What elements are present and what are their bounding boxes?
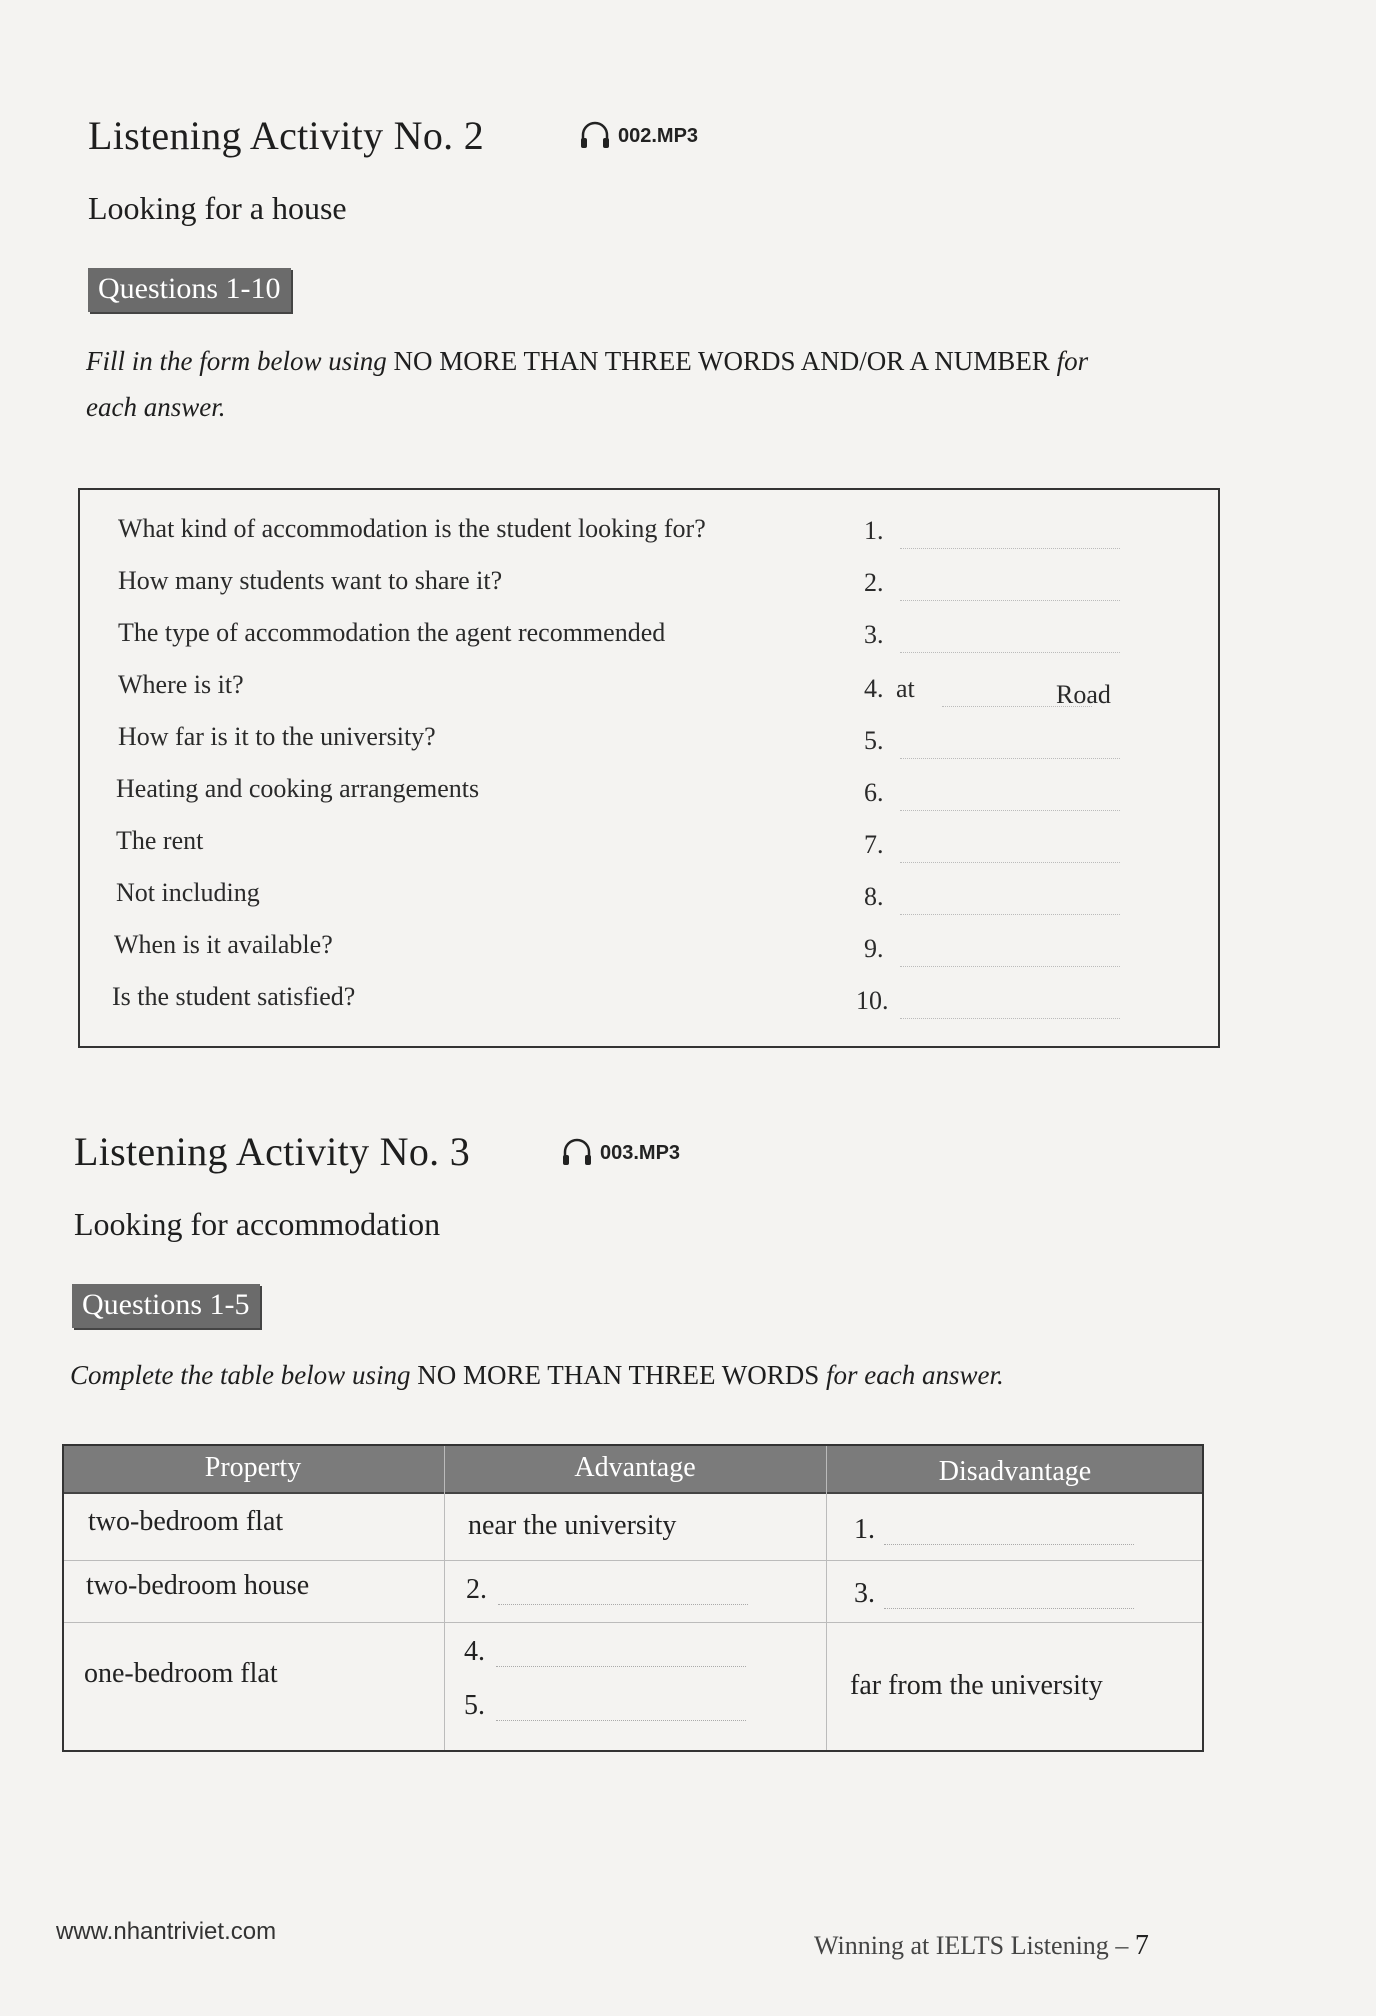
headphones-icon [560,1138,594,1168]
answer-line[interactable] [900,548,1120,549]
activity2-instruction: Fill in the form below using NO MORE THAN THREE WORDS AND/OR A NUMBER for each answer. [86,346,1089,422]
answer-line[interactable] [900,966,1120,967]
answer-line[interactable] [900,810,1120,811]
page-number: 7 [1134,1930,1149,1961]
header-advantage: Advantage [574,1452,696,1483]
form-number: 6. [864,778,884,807]
activity2-audio[interactable] [578,121,698,151]
table-cell: 2. [466,1574,487,1605]
table-cell: two-bedroom flat [88,1506,284,1537]
answer-line[interactable] [900,1018,1120,1019]
form-number: 8. [864,882,884,911]
activity2-subtitle: Looking for a house [88,190,347,226]
form-question: Heating and cooking arrangements [116,774,480,803]
table-header [64,1446,1202,1494]
answer-line[interactable] [884,1544,1134,1545]
form-question: What kind of accommodation is the student looking for? [118,514,706,543]
answer-line[interactable] [900,862,1120,863]
audio-filename: 002.MP3 [618,124,699,147]
table-cell: far from the university [850,1670,1103,1701]
table-cell: 5. [464,1690,485,1721]
form-suffix: Road [1056,680,1111,709]
audio-filename: 003.MP3 [600,1141,681,1164]
form-prefix: at [896,674,915,703]
table-cell: one-bedroom flat [84,1658,278,1689]
activity3-subtitle: Looking for accommodation [74,1206,441,1242]
form-number: 9. [864,934,884,963]
form-question: How many students want to share it? [118,566,503,595]
table-cell: near the university [468,1510,677,1541]
form-number: 10. [856,986,889,1015]
header-disadvantage: Disadvantage [938,1456,1092,1487]
column-divider [444,1446,445,1750]
answer-line[interactable] [884,1608,1134,1609]
row-divider [64,1560,1202,1561]
footer-website[interactable]: www.nhantriviet.com [56,1918,277,1945]
footer-book: Winning at IELTS Listening – 7 [814,1930,1149,1961]
answer-line[interactable] [900,914,1120,915]
form-question: Not including [116,878,260,907]
activity2-form-box [78,488,1220,1048]
answer-line[interactable] [900,600,1120,601]
row-divider [64,1622,1202,1623]
form-number: 4. [864,674,884,703]
activity3-instruction: Complete the table below using NO MORE THAN THREE WORDS for each answer. [70,1360,1004,1390]
activity3-audio[interactable] [560,1138,680,1168]
form-number: 3. [864,620,884,649]
activity3-title: Listening Activity No. 3 [74,1129,471,1174]
answer-line[interactable] [900,652,1120,653]
activity2-title: Listening Activity No. 2 [88,113,485,158]
form-number: 1. [864,516,884,545]
activity3-table [62,1444,1204,1752]
form-question: The rent [116,826,204,855]
form-question: Is the student satisfied? [112,982,356,1011]
header-property: Property [204,1452,302,1483]
form-question: When is it available? [114,930,333,959]
table-cell: 1. [854,1514,875,1545]
form-number: 2. [864,568,884,597]
answer-line[interactable] [498,1604,748,1605]
answer-line[interactable] [900,758,1120,759]
form-number: 5. [864,726,884,755]
table-cell: 3. [854,1578,875,1609]
headphones-icon [578,121,612,151]
table-cell: 4. [464,1636,485,1667]
activity2-questions-label: Questions 1-10 [88,268,291,312]
answer-line[interactable] [496,1720,746,1721]
column-divider [826,1446,827,1750]
answer-line[interactable] [496,1666,746,1667]
form-question: Where is it? [118,670,244,699]
form-question: The type of accommodation the agent recommended [118,618,666,647]
form-question: How far is it to the university? [118,722,436,751]
table-cell: two-bedroom house [86,1570,310,1601]
form-number: 7. [864,830,884,859]
activity3-questions-label: Questions 1-5 [72,1284,260,1328]
